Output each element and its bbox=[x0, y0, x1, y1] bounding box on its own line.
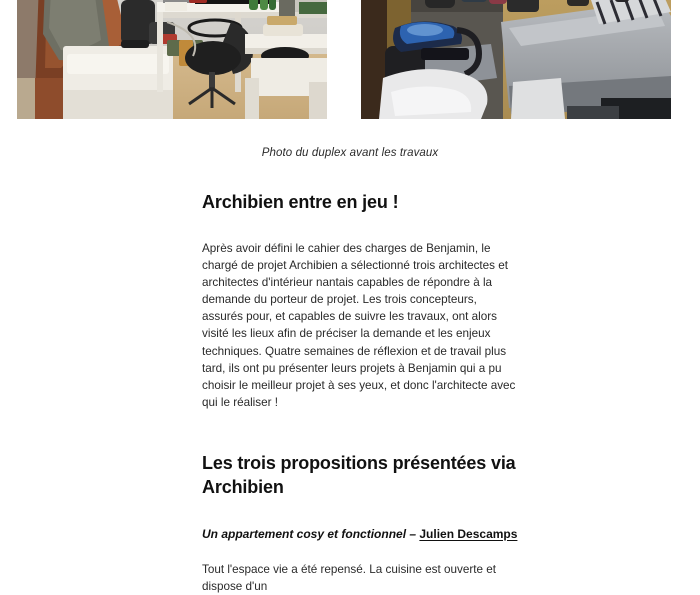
photo-duplex-before-left[interactable] bbox=[17, 0, 327, 119]
photo-duplex-before-right[interactable] bbox=[361, 0, 671, 119]
heading-trois-propositions: Les trois propositions présentées via Archibien bbox=[202, 452, 516, 497]
heading-archibien-entre-en-jeu: Archibien entre en jeu ! bbox=[202, 192, 399, 212]
proposal-title: Un appartement cosy et fonctionnel bbox=[202, 526, 407, 541]
photo-caption: Photo du duplex avant les travaux bbox=[261, 147, 439, 159]
proposal-subheading bbox=[202, 525, 518, 543]
article-body bbox=[202, 190, 518, 595]
photo-left-illustration bbox=[17, 0, 327, 119]
photo-right-illustration bbox=[361, 0, 671, 119]
paragraph-archibien: Après avoir défini le cahier des charges de Benjamin, le chargé de projet Archibien a sélectionné trois architectes et architectes d'intérieur nantais capables de répondre à la demande du porteur de projet. Les trois concepteurs, assurés pour, et capables de suivre les travaux, ont alors visité les lieux afin de préciser la demande et les enjeux techniques. Quatre semaines de réflexion et de travail plus tard, ils ont pu présenter leurs projets à Benjamin qui a pu choisir le meilleur projet à ses yeux, et donc l'architecte avec qui le réaliser ! bbox=[202, 242, 516, 409]
proposal-separator: – bbox=[406, 526, 420, 541]
paragraph-proposal-description: Tout l'espace vie a été repensé. La cuisine est ouverte et dispose d'un bbox=[202, 562, 496, 594]
photo-gallery bbox=[0, 0, 700, 119]
link-architect-julien-descamps[interactable]: Julien Descamps bbox=[419, 526, 518, 541]
